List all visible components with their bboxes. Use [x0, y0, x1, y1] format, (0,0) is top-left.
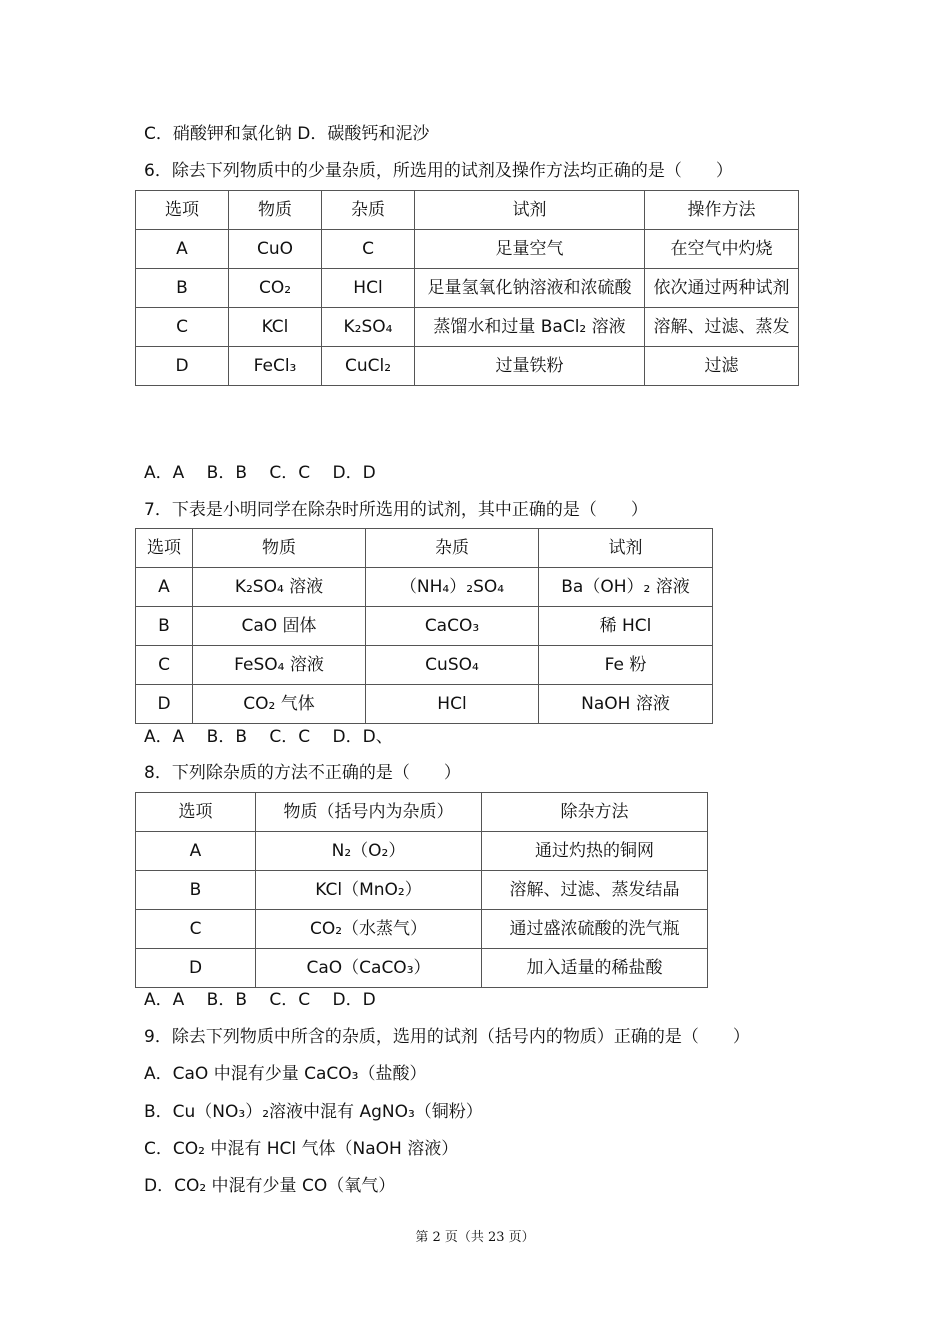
question-8: 8．下列除杂质的方法不正确的是（ ） — [144, 763, 461, 783]
table-cell: 足量空气 — [415, 230, 645, 269]
table-row — [136, 568, 713, 607]
header-cell: 物质 — [229, 191, 322, 230]
table-cell: （NH₄）₂SO₄ — [366, 568, 539, 607]
header-cell: 试剂 — [415, 191, 645, 230]
table-cell: 过滤 — [645, 347, 799, 386]
table-cell: CO₂ — [229, 269, 322, 308]
table-cell: KCl（MnO₂） — [256, 871, 482, 910]
table-row — [136, 347, 799, 386]
q9-option-c: C．CO₂ 中混有 HCl 气体（NaOH 溶液） — [144, 1139, 459, 1159]
table-cell: 通过盛浓硫酸的洗气瓶 — [482, 910, 708, 949]
table-cell: D — [136, 685, 193, 724]
header-cell: 除杂方法 — [482, 793, 708, 832]
table-cell: D — [136, 949, 256, 988]
q9-option-d: D．CO₂ 中混有少量 CO（氧气） — [144, 1176, 396, 1196]
page-number: 第 2 页（共 23 页） — [415, 1230, 535, 1245]
table-cell: K₂SO₄ — [322, 308, 415, 347]
table-row — [136, 949, 708, 988]
table-cell: HCl — [366, 685, 539, 724]
table-cell: 溶解、过滤、蒸发 — [645, 308, 799, 347]
table-cell: B — [136, 269, 229, 308]
table-cell: Ba（OH）₂ 溶液 — [539, 568, 713, 607]
table-cell: 依次通过两种试剂 — [645, 269, 799, 308]
table-cell: CaCO₃ — [366, 607, 539, 646]
header-cell: 操作方法 — [645, 191, 799, 230]
header-cell: 物质（括号内为杂质） — [256, 793, 482, 832]
q9-option-a: A．CaO 中混有少量 CaCO₃（盐酸） — [144, 1064, 427, 1084]
table-row — [136, 910, 708, 949]
table-cell: 足量氢氧化钠溶液和浓硫酸 — [415, 269, 645, 308]
header-cell: 杂质 — [366, 529, 539, 568]
question-6: 6．除去下列物质中的少量杂质，所选用的试剂及操作方法均正确的是（ ） — [144, 161, 733, 181]
table-cell: N₂（O₂） — [256, 832, 482, 871]
table-row — [136, 646, 713, 685]
header-cell: 物质 — [193, 529, 366, 568]
table-cell: K₂SO₄ 溶液 — [193, 568, 366, 607]
question-7: 7．下表是小明同学在除杂时所选用的试剂，其中正确的是（ ） — [144, 500, 648, 520]
table-row — [136, 607, 713, 646]
table-cell: 在空气中灼烧 — [645, 230, 799, 269]
q8-answer-options: A．A B．B C．C D．D — [144, 990, 376, 1010]
table-row — [136, 871, 708, 910]
table-cell: C — [136, 646, 193, 685]
table-cell: 过量铁粉 — [415, 347, 645, 386]
q9-option-b: B．Cu（NO₃）₂溶液中混有 AgNO₃（铜粉） — [144, 1102, 483, 1122]
table-q8 — [135, 792, 708, 988]
table-cell: FeCl₃ — [229, 347, 322, 386]
table-q7 — [135, 528, 713, 724]
table-cell: B — [136, 871, 256, 910]
table-row — [136, 685, 713, 724]
table-cell: HCl — [322, 269, 415, 308]
table-cell: CO₂（水蒸气） — [256, 910, 482, 949]
table-q6 — [135, 190, 799, 386]
table-cell: C — [136, 308, 229, 347]
table-header-row — [136, 529, 713, 568]
table-cell: C — [136, 910, 256, 949]
q5-options-cd: C．硝酸钾和氯化钠 D．碳酸钙和泥沙 — [144, 124, 430, 144]
table-cell: A — [136, 568, 193, 607]
table-row — [136, 308, 799, 347]
table-cell: FeSO₄ 溶液 — [193, 646, 366, 685]
question-9: 9．除去下列物质中所含的杂质，选用的试剂（括号内的物质）正确的是（ ） — [144, 1027, 750, 1047]
header-cell: 试剂 — [539, 529, 713, 568]
table-header-row — [136, 793, 708, 832]
header-cell: 选项 — [136, 191, 229, 230]
table-cell: CaO 固体 — [193, 607, 366, 646]
table-cell: C — [322, 230, 415, 269]
table-row — [136, 269, 799, 308]
table-row — [136, 230, 799, 269]
table-cell: A — [136, 832, 256, 871]
header-cell: 选项 — [136, 529, 193, 568]
table-header-row — [136, 191, 799, 230]
header-cell: 杂质 — [322, 191, 415, 230]
table-cell: Fe 粉 — [539, 646, 713, 685]
table-cell: NaOH 溶液 — [539, 685, 713, 724]
table-cell: 通过灼热的铜网 — [482, 832, 708, 871]
table-cell: CuCl₂ — [322, 347, 415, 386]
table-cell: B — [136, 607, 193, 646]
table-cell: CuSO₄ — [366, 646, 539, 685]
table-cell: 加入适量的稀盐酸 — [482, 949, 708, 988]
table-cell: KCl — [229, 308, 322, 347]
table-row — [136, 832, 708, 871]
table-cell: CO₂ 气体 — [193, 685, 366, 724]
table-cell: CuO — [229, 230, 322, 269]
q6-answer-options: A．A B．B C．C D．D — [144, 463, 376, 483]
table-cell: CaO（CaCO₃） — [256, 949, 482, 988]
table-cell: D — [136, 347, 229, 386]
header-cell: 选项 — [136, 793, 256, 832]
q7-answer-options: A．A B．B C．C D．D、 — [144, 727, 393, 747]
table-cell: 溶解、过滤、蒸发结晶 — [482, 871, 708, 910]
table-cell: A — [136, 230, 229, 269]
table-cell: 蒸馏水和过量 BaCl₂ 溶液 — [415, 308, 645, 347]
table-cell: 稀 HCl — [539, 607, 713, 646]
